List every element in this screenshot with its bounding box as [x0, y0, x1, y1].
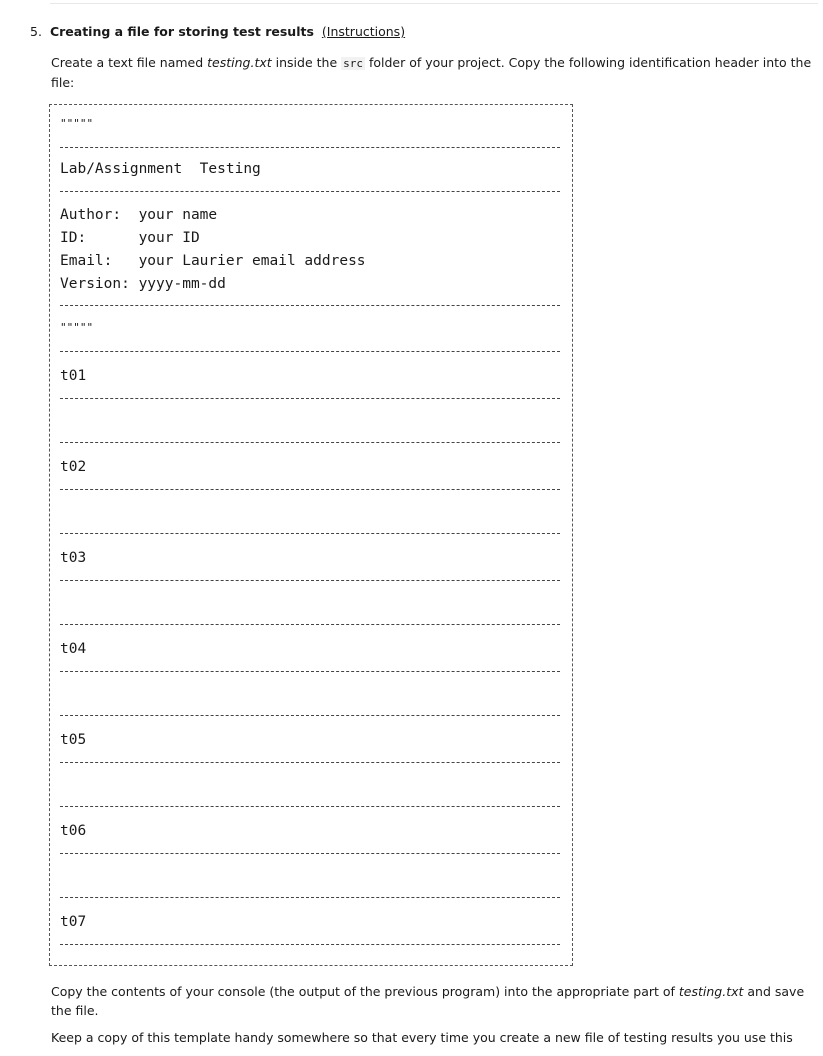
dashed-rule [60, 580, 560, 581]
dashed-rule [60, 442, 560, 443]
version-line: Version: yyyy-mm-dd [60, 276, 226, 292]
test-label-t04: t04 [60, 641, 87, 657]
src-folder-code: src [343, 57, 363, 70]
dashed-rule [60, 762, 560, 763]
intro-text-1: Create a text file named [51, 55, 208, 70]
copy-console-paragraph [51, 983, 813, 1020]
intro-filename: testing.txt [207, 55, 272, 70]
copy-console-text-1: Copy the contents of your console (the output of the previous program) into the appropriate part of [51, 984, 679, 999]
test-label-t01: t01 [60, 368, 87, 384]
email-line: Email: your Laurier email address [60, 253, 366, 269]
open-docstring-quotes: """"" [60, 117, 94, 130]
test-label-t05: t05 [60, 732, 87, 748]
intro-text-2: inside the [271, 55, 342, 70]
test-label-t02: t02 [60, 459, 87, 475]
dashed-rule [60, 715, 560, 716]
section-title: Creating a file for storing test results [49, 24, 314, 39]
id-line: ID: your ID [60, 230, 200, 246]
dashed-rule [60, 191, 560, 192]
copy-console-filename: testing.txt [678, 984, 744, 999]
close-docstring-quotes: """"" [60, 321, 94, 334]
dashed-rule [60, 806, 560, 807]
dashed-rule [60, 398, 560, 399]
template-title: Lab/Assignment Testing [60, 161, 261, 177]
dashed-rule [60, 897, 560, 898]
instructions-link[interactable]: (Instructions) [321, 24, 406, 39]
template-code-block [49, 104, 573, 966]
dashed-rule [60, 305, 560, 306]
dashed-rule [60, 853, 560, 854]
dashed-rule [60, 944, 560, 945]
test-label-t06: t06 [60, 823, 87, 839]
copy-console-text-2: and save the file. [51, 984, 805, 1018]
intro-paragraph [51, 54, 813, 92]
dashed-rule [60, 147, 560, 148]
section-heading [30, 24, 405, 40]
top-divider [50, 3, 818, 4]
dashed-rule [60, 533, 560, 534]
dashed-rule [60, 624, 560, 625]
dashed-rule [60, 671, 560, 672]
dashed-rule [60, 489, 560, 490]
author-line: Author: your name [60, 207, 218, 223]
keep-template-paragraph: Keep a copy of this template handy somewhere so that every time you create a new file of testing results you use this [51, 1030, 793, 1045]
test-label-t03: t03 [60, 550, 87, 566]
intro-text-3: folder of your project. Copy the following identification header into the file: [51, 55, 812, 90]
section-number: 5. [30, 24, 42, 39]
dashed-rule [60, 351, 560, 352]
test-label-t07: t07 [60, 914, 87, 930]
